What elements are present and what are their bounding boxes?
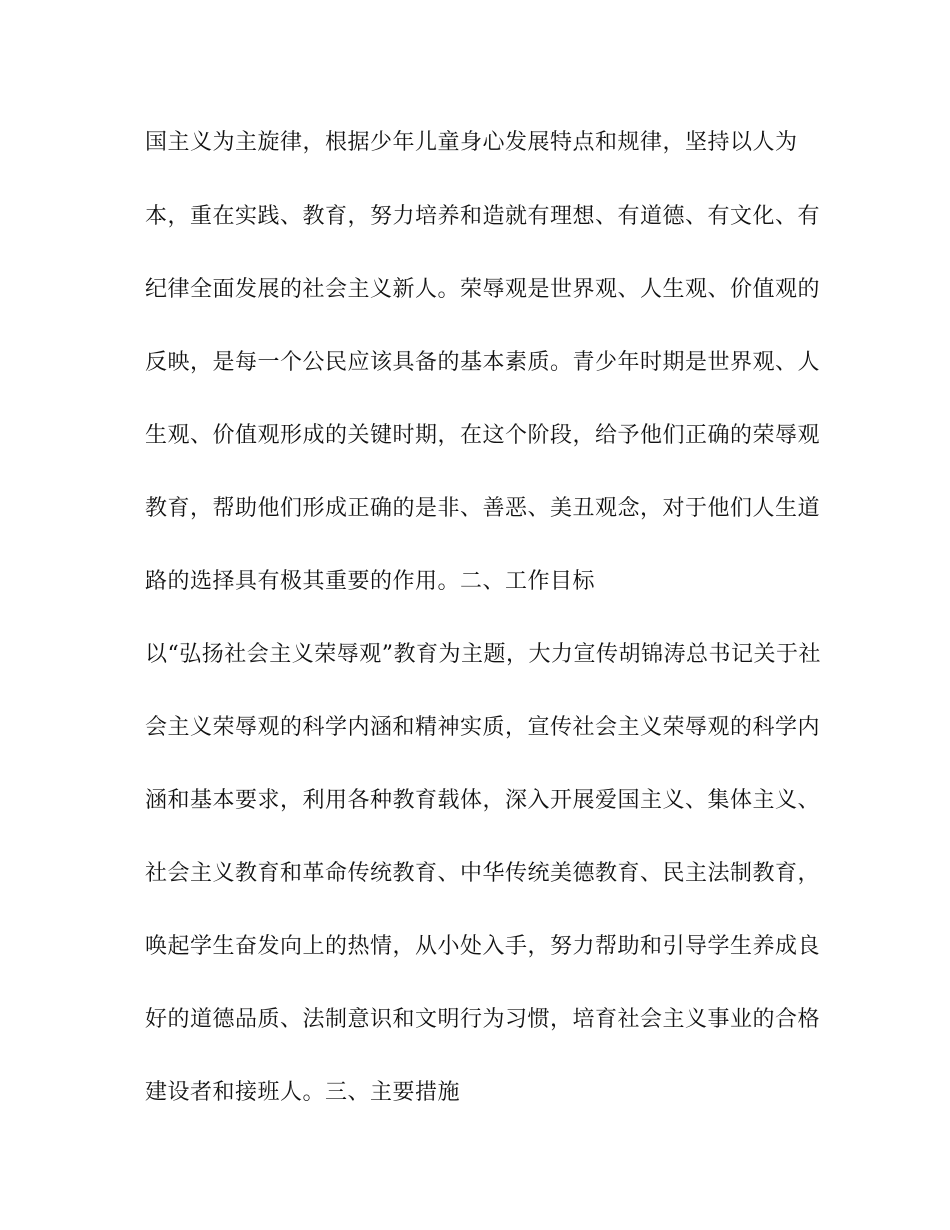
text-line: 涵和基本要求，利用各种教育载体，深入开展爱国主义、集体主义、	[145, 788, 821, 813]
text-line: 本，重在实践、教育，努力培养和造就有理想、有道德、有文化、有	[145, 204, 821, 229]
text-line: 反映，是每一个公民应该具备的基本素质。青少年时期是世界观、人	[145, 350, 821, 375]
text-line: 教育，帮助他们形成正确的是非、善恶、美丑观念，对于他们人生道	[145, 496, 821, 521]
text-line: 会主义荣辱观的科学内涵和精神实质，宣传社会主义荣辱观的科学内	[145, 715, 821, 740]
section-heading-line: 建设者和接班人。三、主要措施	[145, 1080, 461, 1105]
text-line: 生观、价值观形成的关键时期，在这个阶段，给予他们正确的荣辱观	[145, 423, 821, 448]
text-line: 以“弘扬社会主义荣辱观”教育为主题，大力宣传胡锦涛总书记关于社	[145, 642, 821, 667]
text-line: 纪律全面发展的社会主义新人。荣辱观是世界观、人生观、价值观的	[145, 277, 821, 302]
text-line: 社会主义教育和革命传统教育、中华传统美德教育、民主法制教育，	[145, 861, 821, 886]
text-line: 唤起学生奋发向上的热情，从小处入手，努力帮助和引导学生养成良	[145, 934, 821, 959]
text-line: 国主义为主旋律，根据少年儿童身心发展特点和规律，坚持以人为	[145, 130, 798, 155]
section-heading-line: 路的选择具有极其重要的作用。二、工作目标	[145, 569, 596, 594]
text-line: 好的道德品质、法制意识和文明行为习惯，培育社会主义事业的合格	[145, 1007, 821, 1032]
